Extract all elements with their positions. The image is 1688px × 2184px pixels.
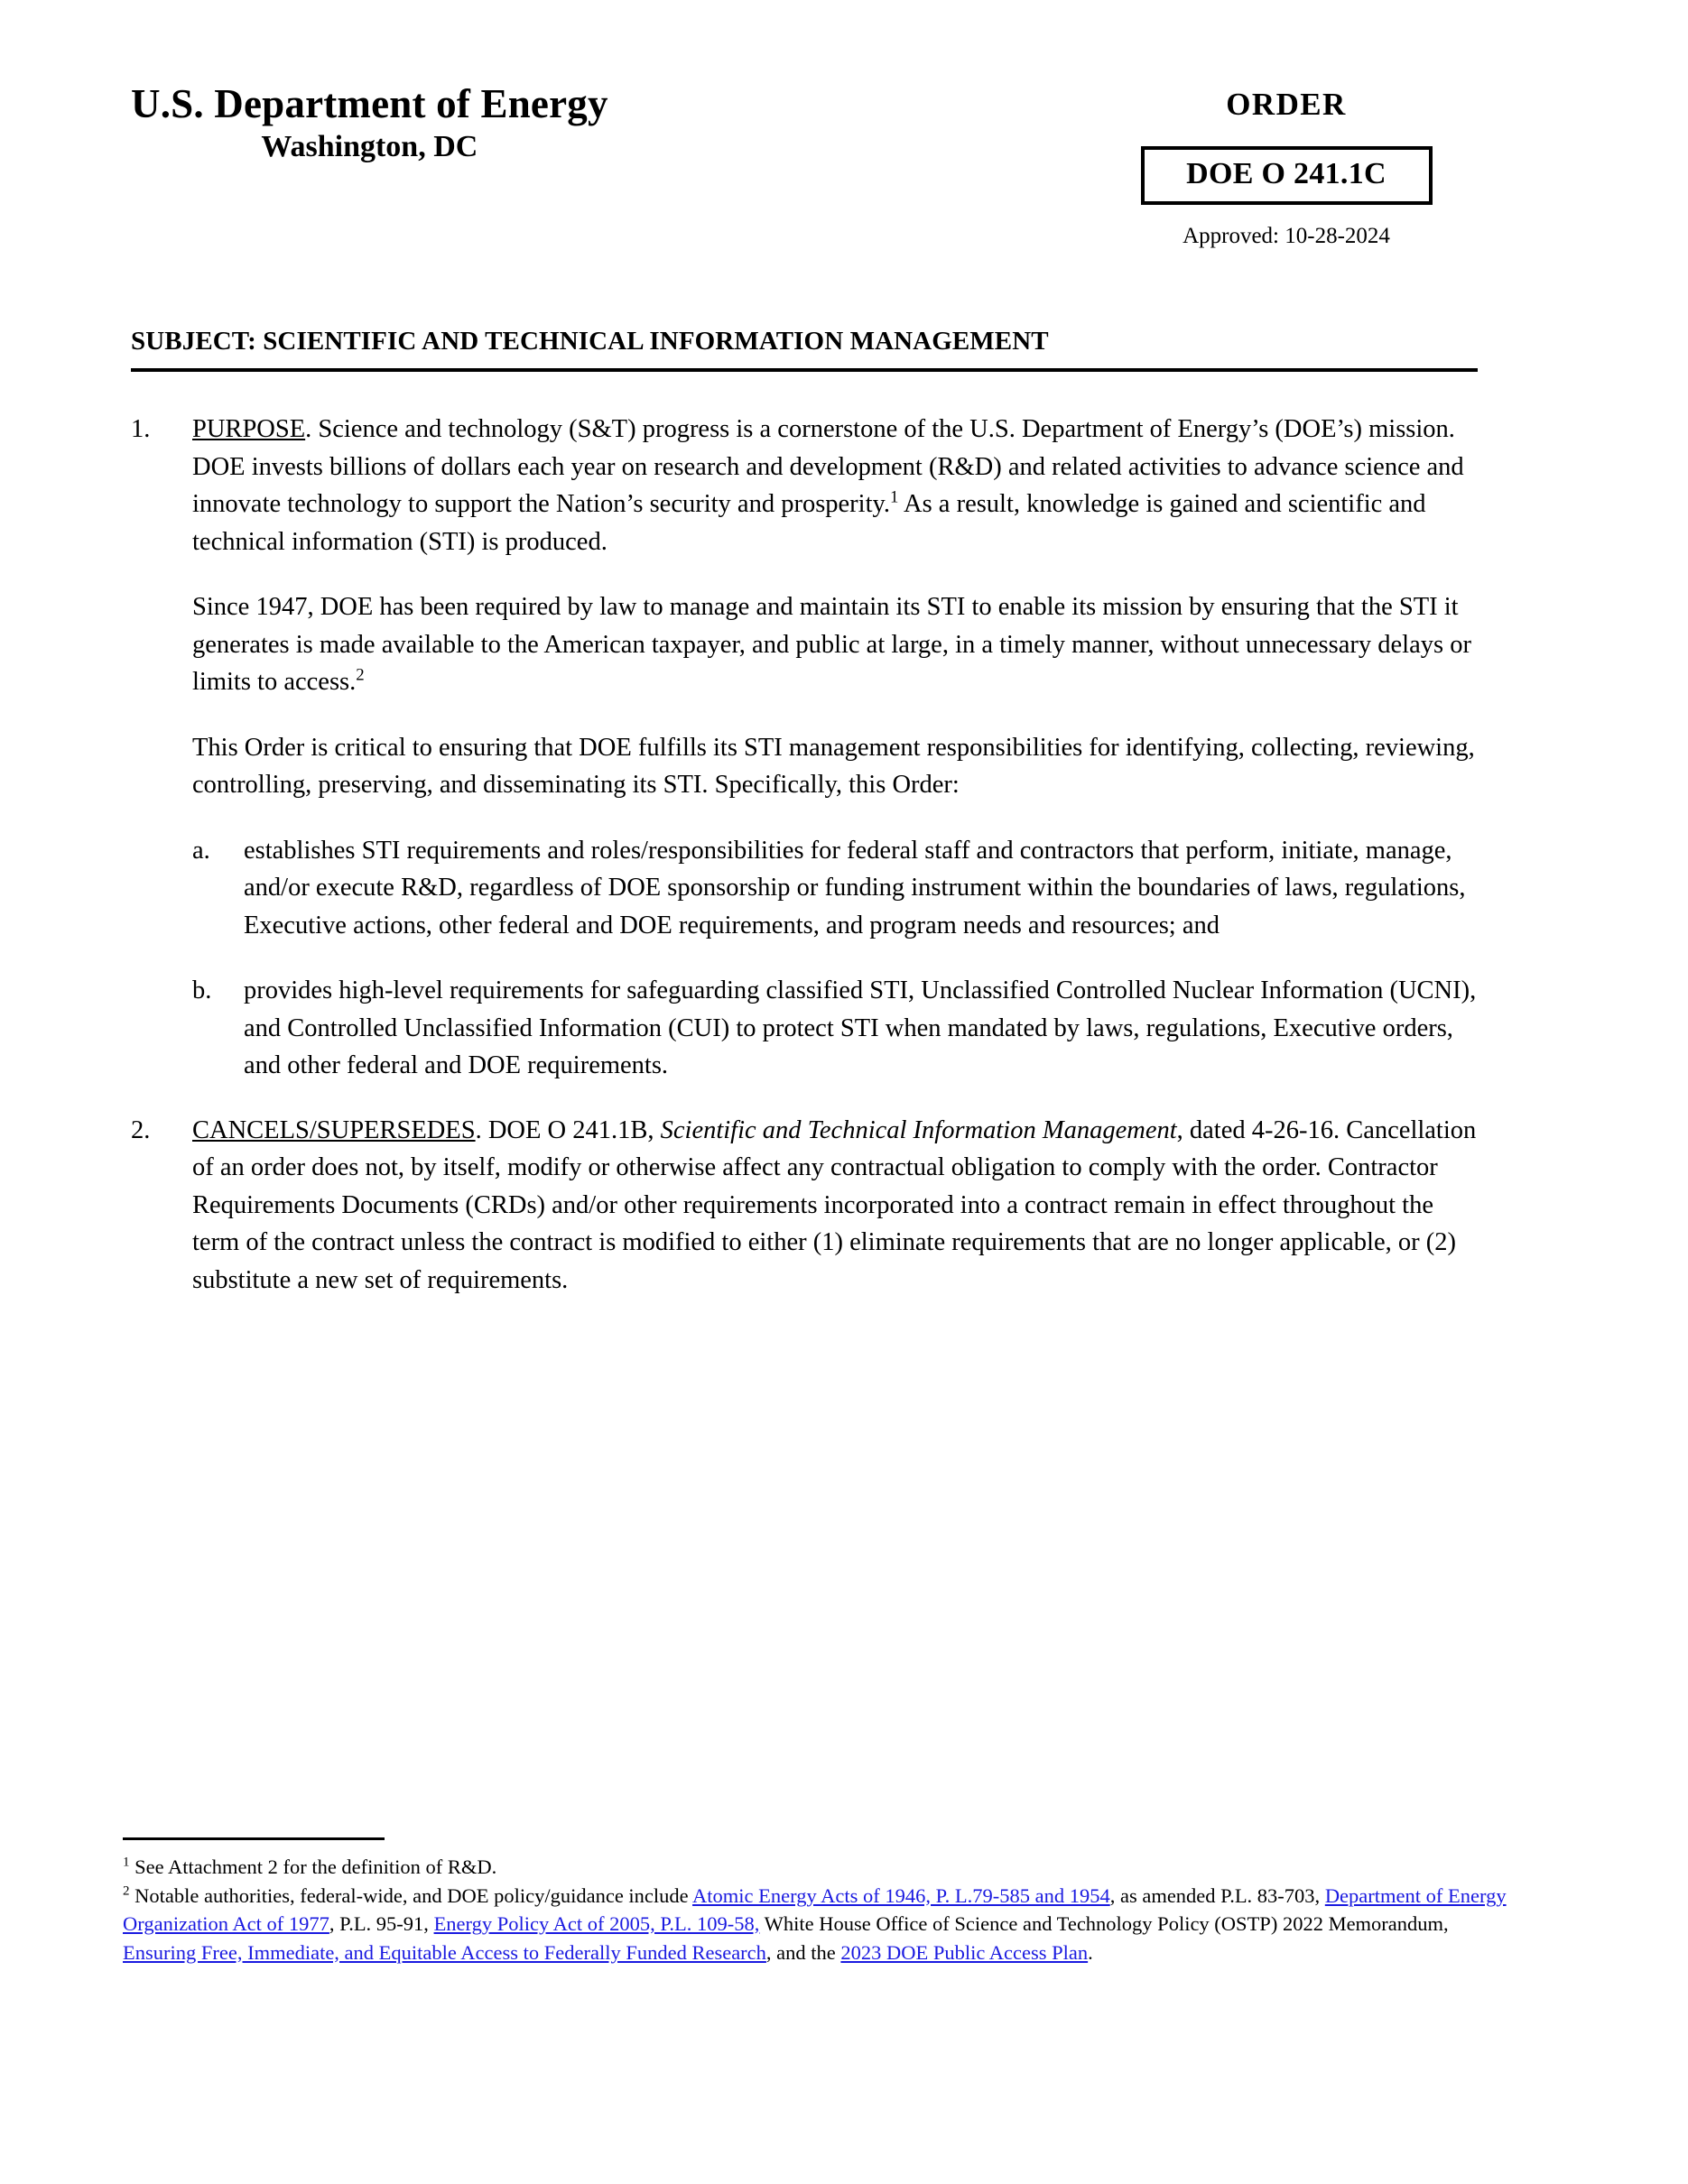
footnote-1-text: See Attachment 2 for the definition of R&D. [134,1855,497,1878]
purpose-subitem-a [192,832,1485,945]
subitem-text-b: provides high-level requirements for safeguarding classified STI, Unclassified Controlled Nuclear Information (UCNI), and Controlled Unclassified Information (CUI) to protect STI when mandated by laws, regulations, Executive orders, and other federal and DOE requirements. [244,976,1477,1079]
footnote-ref-1: 1 [890,487,899,507]
footnote-1 [123,1853,1513,1882]
footnote-1-marker: 1 [123,1855,130,1870]
cancels-heading: CANCELS/SUPERSEDES [192,1115,476,1144]
purpose-paragraph-1-text: . Science and technology (S&T) progress is a cornerstone of the U.S. Department of Energy’s (DOE’s) mission. DOE invests billions of dollars each year on research and development (R&D) and related activities to advance science and innovate technology to support the Nation’s security and prosperity. [192,415,1464,518]
cancels-text-before-italic: . DOE O 241.1B, [475,1115,661,1144]
purpose-paragraph-3: This Order is critical to ensuring that DOE fulfills its STI management responsibilities for identifying, collecting, reviewing, controlling, preserving, and disseminating its STI. Specifically, this Order: [192,733,1475,799]
footnote-ref-2: 2 [356,665,365,685]
order-identification-block [1097,88,1476,247]
footnote-2-segment-3: , P.L. 95-91, [329,1912,434,1935]
link-ensuring-free-immediate-equitable-access[interactable]: Ensuring Free, Immediate, and Equitable Access to Federally Funded Research [123,1940,766,1964]
agency-city: Washington, DC [261,129,478,163]
agency-name: U.S. Department of Energy [131,81,608,126]
subitem-text-a: establishes STI requirements and roles/responsibilities for federal staff and contractors that perform, initiate, manage, and/or execute R&D, regardless of DOE sponsorship or funding instrument within the boundaries of laws, regulations, Executive actions, other federal and DOE requirements, and program needs and resources; and [244,836,1466,939]
purpose-paragraph-2 [192,588,1485,701]
footnote-separator-rule [123,1837,385,1840]
section-purpose [131,411,1485,1085]
cancelled-order-title: Scientific and Technical Information Management [660,1115,1177,1144]
link-atomic-energy-acts[interactable]: Atomic Energy Acts of 1946, P. L.79-585 and 1954 [692,1883,1110,1907]
footnote-2-segment-4: White House Office of Science and Technology Policy (OSTP) 2022 Memorandum, [759,1912,1449,1935]
link-doe-public-access-plan[interactable]: 2023 DOE Public Access Plan [840,1940,1089,1964]
purpose-paragraph-2-text: Since 1947, DOE has been required by law to manage and maintain its STI to enable its mission by ensuring that the STI it generates is made available to the American taxpayer, and public at large, in a timely manner, without unnecessary delays or limits to access. [192,593,1471,696]
section-cancels-supersedes [131,1112,1485,1300]
agency-block [131,83,608,164]
section-number-1: 1. [131,415,151,443]
footnote-2 [123,1882,1513,1967]
subject-line: SUBJECT: SCIENTIFIC AND TECHNICAL INFORMATION MANAGEMENT [131,327,1478,372]
footnote-2-segment-2: , as amended P.L. 83-703, [1109,1883,1325,1907]
purpose-heading: PURPOSE [192,415,306,443]
order-type-label: ORDER [1226,87,1347,122]
footnote-2-marker: 2 [123,1883,130,1898]
purpose-sublist [192,832,1485,1085]
subitem-marker-b: b. [192,976,212,1004]
order-number-box [1141,146,1433,205]
cancels-paragraph [192,1112,1485,1300]
footnote-2-segment-6: . [1088,1940,1093,1964]
footnote-2-segment-1: Notable authorities, federal-wide, and DOE policy/guidance include [134,1883,693,1907]
cancels-text-after-italic: , dated 4-26-16. Cancellation of an order does not, by itself, modify or otherwise affect any contractual obligation to comply with the order. Contractor Requirements Documents (CRDs) and/or other requirements incorporated into a contract remain in effect throughout the term of the contract unless the contract is modified to either (1) eliminate requirements that are no longer applicable, or (2) substitute a new set of requirements. [192,1115,1477,1294]
document-body [131,411,1485,1299]
purpose-subitem-b [192,972,1485,1085]
purpose-paragraph-1-tail: As a result, knowledge is gained and scientific and technical information (STI) is produced. [192,490,1426,556]
footnotes-area [123,1837,1513,1967]
order-number: DOE O 241.1C [1186,157,1387,190]
footnote-2-segment-5: , and the [765,1940,841,1964]
subitem-marker-a: a. [192,836,210,865]
document-header [131,81,1476,248]
section-number-2: 2. [131,1115,151,1144]
section-spacer [131,1085,1485,1112]
link-doe-organization-act[interactable]: Department of Energy Organization Act of 1977 [123,1883,1507,1935]
purpose-paragraph-1 [192,411,1485,560]
link-energy-policy-act[interactable]: Energy Policy Act of 2005, P.L. 109-58, [433,1912,760,1935]
approved-date: Approved: 10-28-2024 [1183,224,1390,248]
